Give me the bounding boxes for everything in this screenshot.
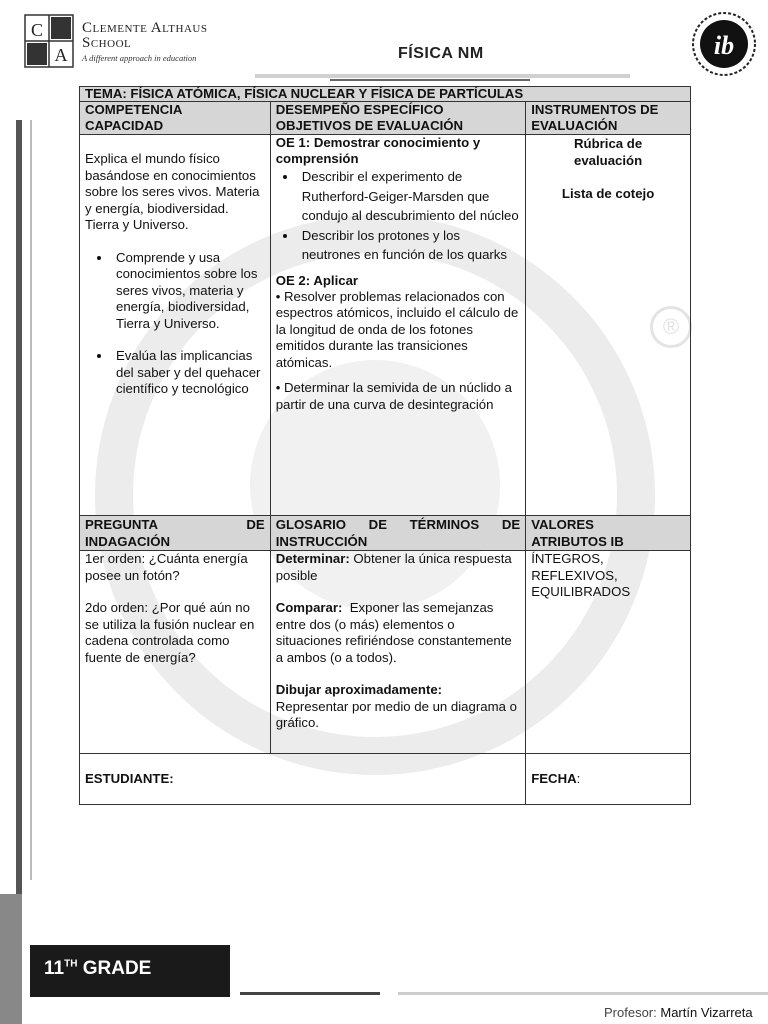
oe2-item-2: • Determinar la semivida de un núclido a partir de una curva de desintegración: [275, 380, 512, 412]
oe1-title: OE 1: Demostrar conocimiento y comprensión: [275, 135, 481, 166]
estudiante-label: ESTUDIANTE:: [85, 770, 174, 786]
header-glosario-line2: INSTRUCCIÓN: [275, 533, 368, 549]
glosario-term: Dibujar aproximadamente:: [275, 682, 443, 697]
competencia-list: [85, 250, 265, 333]
side-bar-thin: [30, 120, 32, 880]
grade-label: [44, 958, 151, 980]
header-competencia: [80, 102, 271, 135]
competencia-cell: [80, 135, 271, 516]
oe1-list: [276, 167, 520, 265]
footer-divider-dark: [240, 992, 380, 995]
header-desempeno-line2: OBJETIVOS DE EVALUACIÓN: [275, 118, 464, 133]
header-instrumentos-line1: INSTRUMENTOS DE: [531, 102, 659, 117]
glosario-def: Representar por medio de un diagrama o gráfico.: [275, 698, 517, 730]
glosario-dibujar: [276, 682, 520, 732]
school-crest-icon: [24, 14, 74, 68]
header-valores-line2: ATRIBUTOS IB: [531, 533, 624, 549]
header-glosario: [270, 516, 525, 551]
list-item: • Describir los protones y los neutrones en función de los quarks: [298, 226, 520, 265]
competencia-list-2: [85, 348, 265, 398]
school-name-line1: Clemente Althaus: [82, 20, 208, 36]
competencia-intro: Explica el mundo físico basándose en conocimientos sobre los seres vivos. Materia y energía, biodiversidad. Tierra y Universo.: [85, 151, 260, 232]
oe2-item-1: • Resolver problemas relacionados con espectros atómicos, incluido el cálculo de la longitud de onda de los fotones emitidos durante las transiciones atómicas.: [275, 288, 519, 370]
planning-table: [79, 86, 691, 805]
valor-integros: ÍNTEGROS,: [531, 551, 604, 566]
grade-suffix: TH: [64, 958, 78, 970]
fecha-cell: [526, 754, 691, 805]
header-pregunta-word1: PREGUNTA: [85, 517, 159, 532]
list-item: • Evalúa las implicancias del saber y del quehacer científico y tecnológico: [112, 348, 265, 398]
desempeno-cell: [270, 135, 525, 516]
estudiante-cell: [80, 754, 526, 805]
profesor-label: Profesor:: [604, 1005, 661, 1020]
pregunta-1er-orden: 1er orden: ¿Cuánta energía posee un fotón?: [85, 551, 248, 583]
header-competencia-line2: CAPACIDAD: [85, 118, 164, 133]
tema-row: TEMA: FÍSICA ATÓMICA, FÍSICA NUCLEAR Y FÍSICA DE PARTÍCULAS: [80, 87, 691, 102]
glosario-determinar: [276, 551, 520, 584]
ib-logo-icon: [690, 10, 758, 78]
list-item: • Describir el experimento de Rutherford-Geiger-Marsden que condujo al descubrimiento del núcleo: [298, 167, 520, 226]
glosario-cell: [270, 551, 525, 754]
school-name-line2: School: [82, 35, 132, 51]
valores-cell: [526, 551, 691, 754]
ib-logo-text: ib: [713, 31, 735, 60]
instrumento-lista-cotejo: Lista de cotejo: [561, 186, 655, 201]
course-title: FÍSICA NM: [398, 45, 484, 62]
glosario-def: Obtener la única respuesta posible: [275, 551, 512, 583]
glosario-term: Determinar:: [275, 551, 350, 566]
grade-side-banner: [0, 894, 22, 1024]
header-instrumentos-line2: EVALUACIÓN: [531, 118, 618, 133]
valor-reflexivos: REFLEXIVOS,: [531, 567, 618, 583]
header-divider-accent: [330, 79, 530, 81]
header-pregunta-word2: DE: [246, 517, 265, 532]
svg-text:C: C: [30, 20, 44, 40]
instrumento-rubrica: Rúbrica de evaluación: [574, 136, 643, 168]
school-tagline: A different approach in education: [82, 53, 197, 63]
header-divider: [255, 74, 630, 78]
valor-equilibrados: EQUILIBRADOS: [531, 584, 631, 599]
instrumentos-cell: [526, 135, 691, 516]
footer-divider: [398, 992, 768, 995]
glosario-comparar: [276, 600, 520, 666]
pregunta-2do-orden: 2do orden: ¿Por qué aún no se utiliza la fusión nuclear en cadena controlada como fuente de energía?: [85, 600, 255, 665]
header-valores-line1: VALORES: [531, 517, 594, 532]
fecha-colon: :: [576, 770, 581, 786]
preguntas-cell: [80, 551, 271, 754]
registered-mark: ®: [650, 306, 692, 348]
header-valores: [526, 516, 691, 551]
header-glosario-line1: GLOSARIO DE TÉRMINOS DE: [275, 517, 521, 532]
header-pregunta-line2: INDAGACIÓN: [85, 533, 170, 549]
header-pregunta: [80, 516, 271, 551]
header-desempeno-line1: DESEMPEÑO ESPECÍFICO: [275, 102, 444, 117]
profesor-credit: [604, 1005, 753, 1020]
side-bar: [16, 120, 22, 900]
glosario-def: Exponer las semejanzas entre dos (o más) elementos o situaciones refiriéndose constantemente a ambos (o a todos).: [275, 600, 516, 665]
svg-text:A: A: [54, 45, 68, 65]
grade-word: GRADE: [77, 958, 152, 979]
header-instrumentos: [526, 102, 691, 135]
fecha-label: FECHA: [531, 770, 577, 786]
list-item: • Comprende y usa conocimientos sobre los seres vivos, materia y energía, biodiversidad, Tierra y Universo.: [112, 250, 265, 333]
header-competencia-line1: COMPETENCIA: [85, 102, 183, 117]
school-name: [82, 21, 207, 51]
profesor-name: Martín Vizarreta: [660, 1005, 753, 1020]
grade-number: 11: [44, 958, 65, 979]
oe2-title: OE 2: Aplicar: [275, 272, 359, 288]
glosario-term: Comparar:: [275, 600, 343, 615]
header-desempeno: [270, 102, 525, 135]
